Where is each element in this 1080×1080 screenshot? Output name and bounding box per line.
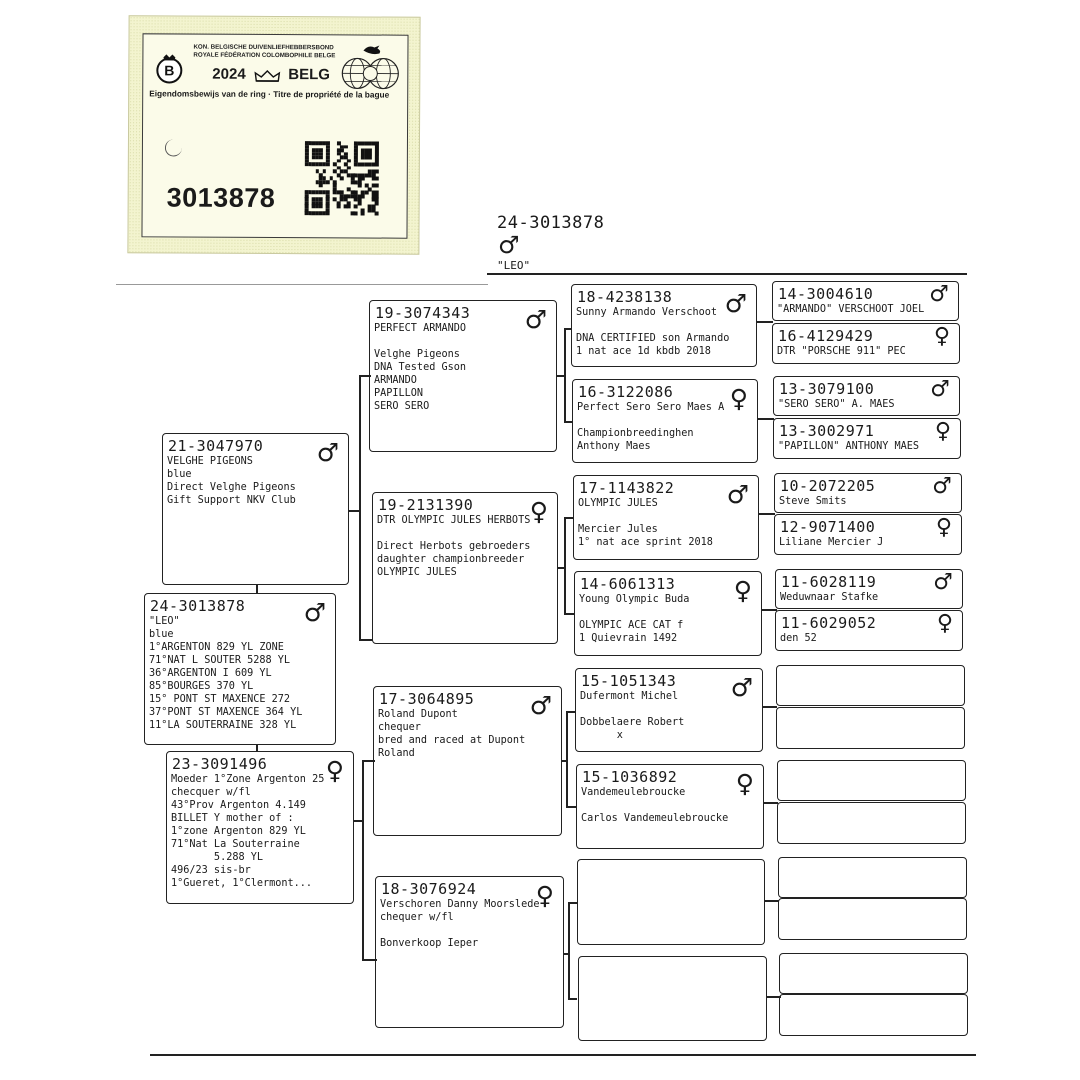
pigeon-icon bbox=[361, 41, 383, 55]
pedigree-text-line: 71°NAT L SOUTER 5288 YL bbox=[149, 655, 291, 666]
connector bbox=[767, 996, 781, 998]
pedigree-text-line: VELGHE PIGEONS bbox=[167, 456, 253, 467]
connector bbox=[256, 584, 258, 593]
pedigree-text-line: Weduwnaar Stafke bbox=[780, 592, 879, 603]
pedigree-text-line: 1°Gueret, 1°Clermont... bbox=[171, 878, 313, 889]
pedigree-text-line: Dobbelaere Robert bbox=[580, 717, 685, 728]
ring-number: 10-2072205 bbox=[780, 477, 876, 495]
pedigree-text-line: Verschoren Danny Moorslede bbox=[380, 899, 540, 910]
pedigree-text-line: 5.288 YL bbox=[171, 852, 264, 863]
male-icon: ♂ bbox=[933, 570, 953, 595]
empty-box bbox=[777, 760, 966, 801]
ring-number: 17-3064895 bbox=[379, 690, 475, 708]
card-subtitle: Eigendomsbewijs van de ring · Titre de propriété de la bague bbox=[149, 88, 390, 100]
connector bbox=[568, 902, 577, 904]
pedigree-text-line: Carlos Vandemeulebroucke bbox=[581, 813, 729, 824]
connector bbox=[359, 375, 371, 377]
connector bbox=[568, 902, 570, 999]
female-icon: ♀ bbox=[934, 419, 951, 444]
female-icon: ♀ bbox=[935, 515, 952, 540]
gen4-box bbox=[774, 473, 962, 513]
qr-code-icon bbox=[305, 141, 379, 217]
connector bbox=[758, 418, 774, 420]
header-rule bbox=[487, 273, 967, 275]
connector bbox=[359, 639, 373, 641]
female-icon: ♀ bbox=[733, 576, 752, 605]
pedigree-text-line: ARMANDO bbox=[374, 375, 417, 386]
ring-number: 15-1051343 bbox=[581, 672, 677, 690]
male-icon: ♂ bbox=[932, 474, 952, 499]
empty-box bbox=[778, 898, 967, 940]
pedigree-text-line: 36°ARGENTON I 609 YL bbox=[149, 668, 272, 679]
dam-dam-box bbox=[375, 876, 564, 1028]
sdd-box bbox=[574, 571, 762, 656]
ring-number: 11-6029052 bbox=[781, 614, 877, 632]
female-icon: ♀ bbox=[535, 881, 554, 910]
female-icon: ♀ bbox=[729, 384, 748, 413]
male-icon: ♂ bbox=[929, 282, 949, 307]
ring-number: 13-3079100 bbox=[779, 380, 875, 398]
pedigree-text-line: Liliane Mercier J bbox=[779, 537, 884, 548]
gen4-box bbox=[773, 418, 961, 459]
connector bbox=[566, 806, 576, 808]
ring-number: 14-3004610 bbox=[778, 285, 874, 303]
pedigree-text-line: OLYMPIC ACE CAT f bbox=[579, 620, 684, 631]
federation-name-fr: ROYALE FÉDÉRATION COLOMBOPHILE BELGE bbox=[193, 51, 336, 60]
empty-box bbox=[778, 857, 967, 898]
pedigree-text-line: "SERO SERO" A. MAES bbox=[778, 399, 895, 410]
connector bbox=[564, 517, 574, 519]
ring-number: 19-2131390 bbox=[378, 496, 474, 514]
ring-number: 15-1036892 bbox=[582, 768, 678, 786]
sss-box bbox=[571, 284, 757, 367]
male-icon: ♂ bbox=[529, 691, 552, 720]
female-icon: ♀ bbox=[936, 611, 953, 636]
pedigree-text-line: Roland bbox=[378, 748, 415, 759]
ring-number: 11-6028119 bbox=[781, 573, 877, 591]
pedigree-text-line: 15° PONT ST MAXENCE 272 bbox=[149, 694, 291, 705]
pedigree-text-line: Roland Dupont bbox=[378, 709, 458, 720]
ssd-box bbox=[572, 379, 758, 463]
pedigree-text-line: Dufermont Michel bbox=[580, 691, 679, 702]
connector bbox=[362, 959, 377, 961]
pedigree-text-line: OLYMPIC JULES bbox=[377, 567, 457, 578]
empty-box bbox=[779, 994, 968, 1036]
card-country: BELG bbox=[288, 66, 331, 84]
federation-name-nl: KON. BELGISCHE DUIVENLIEFHEBBERSBOND bbox=[193, 43, 334, 52]
pedigree-text-line: Perfect Sero Sero Maes A bbox=[577, 402, 725, 413]
connector bbox=[568, 998, 577, 1000]
pedigree-text-line: 1°ARGENTON 829 YL ZONE bbox=[149, 642, 284, 653]
pedigree-text-line: BILLET Y mother of : bbox=[171, 813, 294, 824]
dsd-box bbox=[576, 764, 764, 849]
pedigree-text-line: bred and raced at Dupont bbox=[378, 735, 526, 746]
gen4-box bbox=[775, 569, 963, 609]
connector bbox=[757, 321, 773, 323]
pedigree-text-line: blue bbox=[167, 469, 192, 480]
gen4-box bbox=[772, 323, 960, 364]
pedigree-text-line: 1 Quievrain 1492 bbox=[579, 633, 678, 644]
ring-number: 12-9071400 bbox=[780, 518, 876, 536]
subject-box bbox=[144, 593, 336, 745]
pedigree-text-line: Gift Support NKV Club bbox=[167, 495, 296, 506]
pedigree-text-line: Velghe Pigeons bbox=[374, 349, 460, 360]
pedigree-text-line: 37°PONT ST MAXENCE 364 YL bbox=[149, 707, 303, 718]
connector bbox=[763, 706, 777, 708]
pedigree-text-line: Young Olympic Buda bbox=[579, 594, 690, 605]
connector bbox=[761, 609, 777, 611]
pedigree-text-line: DTR OLYMPIC JULES HERBOTS bbox=[377, 515, 531, 526]
connector bbox=[362, 760, 375, 762]
pedigree-text-line: "LEO" bbox=[149, 616, 180, 627]
empty-box bbox=[776, 707, 965, 749]
dam-box bbox=[166, 751, 354, 904]
pedigree-text-line: checquer w/fl bbox=[171, 787, 251, 798]
top-rule bbox=[116, 284, 488, 285]
sire-sire-box bbox=[369, 300, 557, 452]
male-icon: ♂ bbox=[730, 673, 753, 702]
ring-number: 24-3013878 bbox=[150, 597, 246, 615]
pedigree-text-line: PERFECT ARMANDO bbox=[374, 323, 467, 334]
sds-box bbox=[573, 475, 759, 560]
male-icon: ♂ bbox=[930, 377, 950, 402]
card-year: 2024 bbox=[212, 65, 246, 83]
pedigree-text-line: Vandemeulebroucke bbox=[581, 787, 686, 798]
connector bbox=[256, 744, 258, 752]
female-icon: ♀ bbox=[325, 756, 344, 785]
sire-dam-box bbox=[372, 492, 558, 644]
sire-box bbox=[162, 433, 349, 585]
pedigree-text-line: Anthony Maes bbox=[577, 441, 651, 452]
connector bbox=[564, 328, 572, 330]
card-ring-number: 3013878 bbox=[166, 182, 276, 214]
ring-number: 16-4129429 bbox=[778, 327, 874, 345]
pedigree-text-line: Championbreedinghen bbox=[577, 428, 694, 439]
pedigree-text-line: Moeder 1°Zone Argenton 25 bbox=[171, 774, 325, 785]
male-icon: ♂ bbox=[724, 289, 747, 318]
crown-icon bbox=[253, 68, 281, 82]
empty-box bbox=[577, 859, 765, 945]
connector bbox=[564, 517, 566, 614]
connector bbox=[765, 900, 779, 902]
globe-logo-icon bbox=[341, 55, 399, 91]
pedigree-text-line: chequer w/fl bbox=[380, 912, 454, 923]
ring-number: 14-6061313 bbox=[580, 575, 676, 593]
header-pigeon-name: "LEO" bbox=[497, 259, 531, 272]
ring-number: 21-3047970 bbox=[168, 437, 264, 455]
male-icon: ♂ bbox=[316, 438, 339, 467]
connector bbox=[359, 375, 361, 640]
connector bbox=[566, 711, 576, 713]
connector bbox=[564, 421, 572, 423]
punch-hole bbox=[165, 139, 182, 156]
ring-certificate-card bbox=[127, 15, 420, 255]
pedigree-text-line: PAPILLON bbox=[374, 388, 424, 399]
connector bbox=[564, 613, 574, 615]
empty-box bbox=[777, 802, 966, 844]
ring-number: 18-3076924 bbox=[381, 880, 477, 898]
connector bbox=[362, 760, 364, 960]
pedigree-text-line: 1° nat ace sprint 2018 bbox=[578, 537, 713, 548]
pedigree-text-line: 43°Prov Argenton 4.149 bbox=[171, 800, 306, 811]
pedigree-text-line: Steve Smits bbox=[779, 496, 847, 507]
svg-text:B: B bbox=[164, 62, 175, 79]
pedigree-text-line: "ARMANDO" VERSCHOOT JOEL bbox=[777, 304, 925, 315]
ring-number: 19-3074343 bbox=[375, 304, 471, 322]
pedigree-text-line: SERO SERO bbox=[374, 401, 430, 412]
female-icon: ♀ bbox=[933, 324, 950, 349]
ring-number: 17-1143822 bbox=[579, 479, 675, 497]
empty-box bbox=[776, 665, 965, 706]
pedigree-text-line: chequer bbox=[378, 722, 421, 733]
pedigree-text-line: "PAPILLON" ANTHONY MAES bbox=[778, 441, 920, 452]
pedigree-text-line: 85°BOURGES 370 YL bbox=[149, 681, 254, 692]
ring-certificate-frame bbox=[141, 33, 408, 238]
male-icon: ♂ bbox=[524, 305, 547, 334]
pedigree-text-line: den 52 bbox=[780, 633, 817, 644]
ring-number: 16-3122086 bbox=[578, 383, 674, 401]
empty-box bbox=[779, 953, 968, 994]
pedigree-text-line: 1°zone Argenton 829 YL bbox=[171, 826, 306, 837]
pedigree-text-line: 496/23 sis-br bbox=[171, 865, 251, 876]
ring-number: 23-3091496 bbox=[172, 755, 268, 773]
pedigree-text-line: DNA CERTIFIED son Armando bbox=[576, 333, 730, 344]
pedigree-text-line: Direct Velghe Pigeons bbox=[167, 482, 296, 493]
gen4-box bbox=[773, 376, 960, 416]
empty-box bbox=[578, 956, 767, 1041]
pedigree-text-line: DNA Tested Gson bbox=[374, 362, 467, 373]
pedigree-text-line: OLYMPIC JULES bbox=[578, 498, 658, 509]
female-icon: ♀ bbox=[529, 497, 548, 526]
connector bbox=[564, 328, 566, 422]
connector bbox=[764, 802, 778, 804]
dam-sire-box bbox=[373, 686, 562, 836]
male-icon: ♂ bbox=[303, 598, 326, 627]
pedigree-text-line: x bbox=[580, 730, 623, 741]
pedigree-text-line: Direct Herbots gebroeders bbox=[377, 541, 531, 552]
dss-box bbox=[575, 668, 763, 752]
pedigree-text-line: Bonverkoop Ieper bbox=[380, 938, 479, 949]
header-ring-number: 24-3013878 bbox=[497, 213, 605, 233]
kbdb-logo-icon bbox=[153, 52, 185, 84]
pedigree-text-line: Sunny Armando Verschoot bbox=[576, 307, 718, 318]
header-sex-icon: ♂ bbox=[498, 231, 520, 259]
pedigree-text-line: blue bbox=[149, 629, 174, 640]
connector bbox=[759, 513, 775, 515]
gen4-box bbox=[772, 281, 959, 321]
male-icon: ♂ bbox=[726, 480, 749, 509]
pedigree-text-line: 11°LA SOUTERRAINE 328 YL bbox=[149, 720, 297, 731]
ring-number: 13-3002971 bbox=[779, 422, 875, 440]
bottom-rule bbox=[150, 1054, 976, 1056]
pedigree-text-line: daughter championbreeder bbox=[377, 554, 525, 565]
female-icon: ♀ bbox=[735, 769, 754, 798]
pedigree-text-line: 1 nat ace 1d kbdb 2018 bbox=[576, 346, 711, 357]
pedigree-text-line: DTR "PORSCHE 911" PEC bbox=[777, 346, 906, 357]
ring-number: 18-4238138 bbox=[577, 288, 673, 306]
connector bbox=[566, 711, 568, 807]
gen4-box bbox=[775, 610, 963, 651]
gen4-box bbox=[774, 514, 962, 555]
pedigree-text-line: 71°Nat La Souterraine bbox=[171, 839, 300, 850]
pedigree-text-line: Mercier Jules bbox=[578, 524, 658, 535]
